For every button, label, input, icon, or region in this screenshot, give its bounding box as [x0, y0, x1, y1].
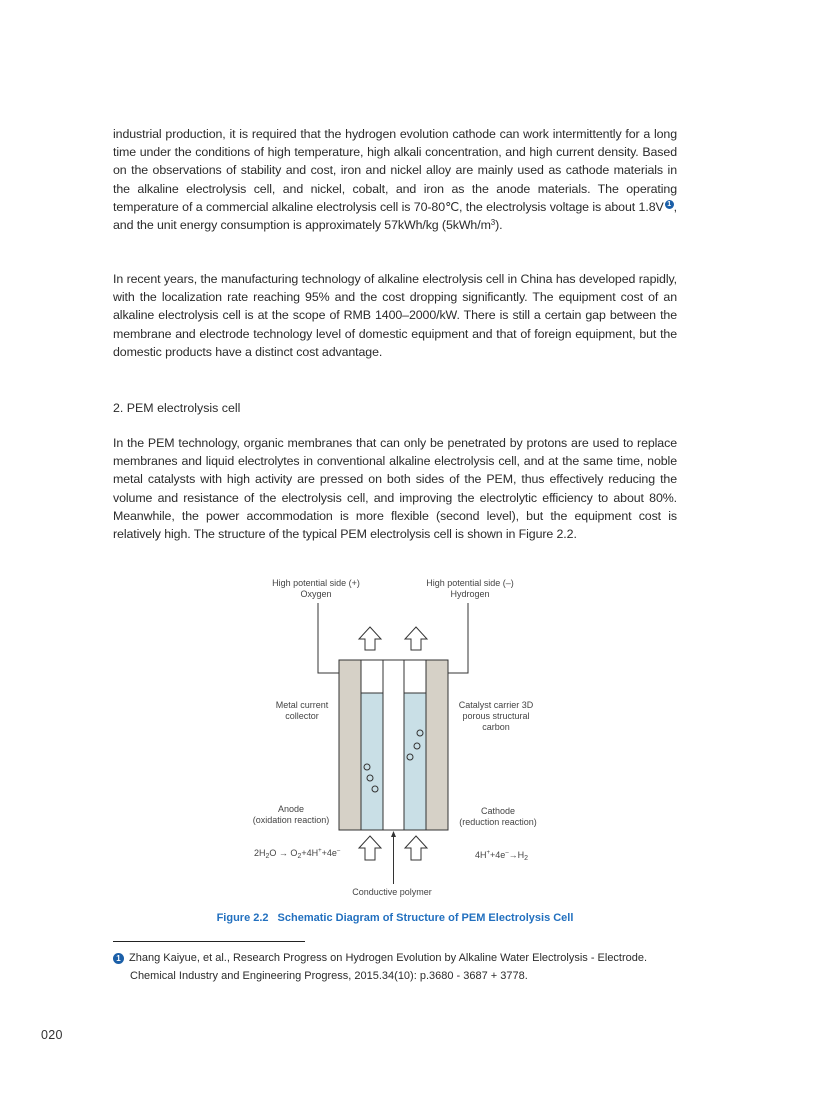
label-high-potential-positive	[258, 578, 374, 600]
anode-chamber-electrolyte	[361, 693, 383, 830]
cathode-wire	[448, 603, 468, 673]
eq-sup: –	[505, 850, 509, 856]
label-line: carbon	[482, 722, 510, 732]
page-number: 020	[41, 1028, 63, 1042]
label-line: Oxygen	[300, 589, 332, 599]
eq-sup: –	[336, 848, 341, 854]
eq-part: +4e	[321, 848, 337, 858]
eq-part: 4H	[475, 850, 487, 860]
paragraph-text: , and the unit energy consumption is approximately 57kWh/kg (5kWh/m	[113, 199, 677, 233]
oxygen-out-arrow-icon	[359, 627, 381, 650]
footnote-text: Chemical Industry and Engineering Progress, 2015.34(10): p.3680 - 3687 + 3778.	[130, 969, 528, 982]
label-catalyst-carrier	[450, 700, 542, 733]
label-conductive-polymer: Conductive polymer	[352, 887, 432, 897]
water-in-arrow-icon	[359, 836, 381, 860]
anode-wire	[318, 603, 339, 673]
footnote-number-marker: 1	[113, 953, 124, 964]
label-metal-current-collector	[258, 700, 346, 722]
hydrogen-out-arrow-icon	[405, 627, 427, 650]
label-anode	[246, 804, 336, 826]
paragraph-china-manufacturing	[113, 270, 677, 361]
proton-in-arrow-icon	[405, 836, 427, 860]
anode-chamber-gas	[361, 660, 383, 693]
label-line: collector	[285, 711, 319, 721]
paragraph-text: ).	[495, 218, 503, 233]
figure-caption	[0, 912, 790, 924]
eq-part: →H	[508, 850, 525, 860]
label-line: High potential side (–)	[426, 578, 514, 588]
label-line: porous structural	[462, 711, 530, 721]
metal-current-collector	[339, 660, 361, 830]
eq-part: +4e	[490, 850, 506, 860]
hydrogen-bubbles	[407, 730, 423, 760]
figure-number: Figure 2.2	[216, 912, 269, 924]
cathode-chamber-gas	[404, 660, 426, 693]
paragraph-text: industrial production, it is required that the hydrogen evolution cathode can work intermittently for a long time under the conditions of high temperature, high alkali concentration, and high current density. Based on the observations of stability and cost, iron and nickel alloy are mainly used as cathode materials in the alkaline electrolysis cell, and nickel, cobalt, and iron as the anode materials. The operating temperature of a commercial alkaline electrolysis cell is 70-80℃, the electrolysis voltage is about 1.8V	[113, 127, 677, 214]
label-line: Anode	[277, 804, 305, 814]
label-line: Hydrogen	[450, 589, 490, 599]
anode-equation	[254, 848, 340, 859]
eq-sup: +	[318, 848, 322, 854]
eq-sup: +	[486, 850, 491, 856]
label-line: (reduction reaction)	[459, 817, 537, 827]
eq-part: O → O	[269, 848, 298, 858]
label-high-potential-negative	[412, 578, 528, 600]
label-line: Cathode	[480, 806, 516, 816]
label-line: Metal current	[275, 700, 329, 710]
label-line: High potential side (+)	[272, 578, 360, 588]
label-line: (oxidation reaction)	[252, 815, 330, 825]
superscript: 3	[490, 218, 496, 228]
eq-part: 2H	[254, 848, 266, 858]
eq-part: +4H	[301, 848, 319, 858]
label-line: Catalyst carrier 3D	[458, 700, 534, 710]
cathode-chamber-electrolyte	[404, 693, 426, 830]
footnote-reference-marker[interactable]: 1	[665, 200, 674, 209]
paragraph-text: In recent years, the manufacturing technology of alkaline electrolysis cell in China has developed rapidly, with the localization rate reaching 95% and the cost dropping significantly. The equipment cost of an alkaline electrolysis cell is at the scope of RMB 1400–2000/kW. There is still a certain gap between the membrane and electrode technology level of domestic equipment and that of foreign equipment, but the domestic products have a distinct cost advantage.	[113, 272, 677, 359]
catalyst-carrier-collector	[426, 660, 448, 830]
figure-title: Schematic Diagram of Structure of PEM Electrolysis Cell	[277, 912, 574, 924]
eq-sub: 2	[265, 853, 270, 860]
membrane	[383, 660, 404, 830]
paragraph-alkaline-materials	[113, 125, 677, 234]
eq-sub: 2	[297, 853, 302, 860]
oxygen-bubbles	[364, 764, 378, 792]
cathode-equation	[475, 850, 528, 861]
eq-sub: 2	[524, 855, 529, 862]
footnote-divider	[113, 941, 305, 942]
footnote	[113, 950, 683, 985]
paragraph-pem-technology	[113, 434, 677, 543]
section-heading: 2. PEM electrolysis cell	[113, 401, 241, 415]
paragraph-text: In the PEM technology, organic membranes that can only be penetrated by protons are used to replace membranes and liquid electrolytes in conventional alkaline electrolysis cell, and at the same time, noble metal catalysts with high activity are pressed on both sides of the PEM, thus effectively reducing the volume and resistance of the electrolysis cell, and improving the electrolytic efficiency to about 80%. Meanwhile, the power accommodation is more flexible (second level), but the equipment cost is relatively high. The structure of the typical PEM electrolysis cell is shown in Figure 2.2.	[113, 436, 677, 542]
footnote-text: Zhang Kaiyue, et al., Research Progress on Hydrogen Evolution by Alkaline Water Electrolysis - Electrode.	[129, 952, 648, 964]
label-cathode	[452, 806, 544, 828]
pointer-arrowhead-icon	[391, 831, 396, 837]
